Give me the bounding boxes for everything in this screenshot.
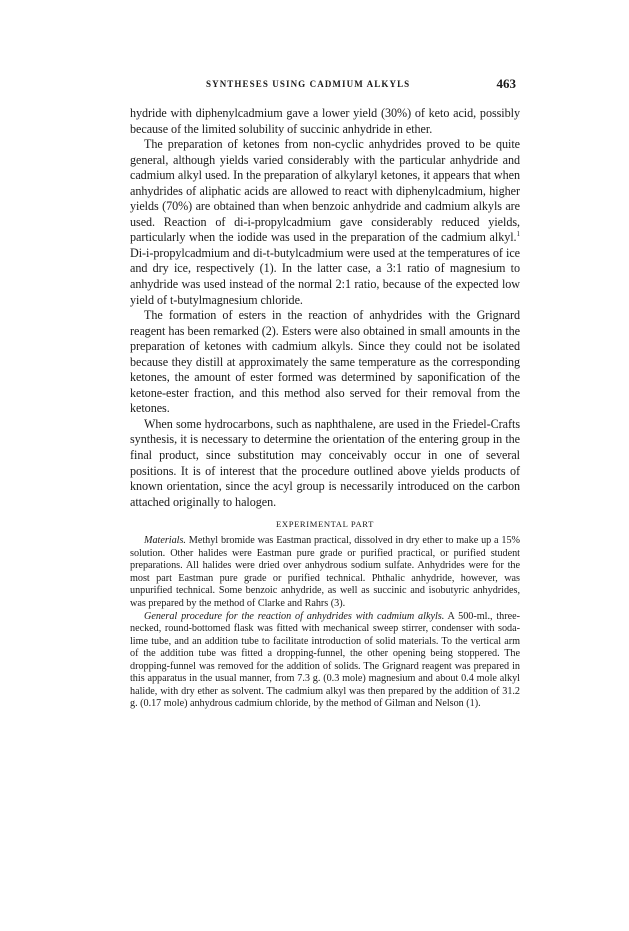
procedure-text: A 500-ml., three-necked, round-bottomed flask was fitted with mechanical sweep stirrer, condenser with soda-lime tube, and an addition tube to facilitate introduction of solid materials. To the vertical arm of the addition tube was fitted a dropping-funnel, the other opening being stoppered. The dropping-funnel was removed for the addition of solids. The Grignard reagent was prepared in this apparatus in the usual manner, from 7.3 g. (0.3 mole) magnesium and about 0.4 mole alkyl halide, with dry ether as solvent. The cadmium alkyl was then prepared by the addition of 31.2 g. (0.17 mole) anhydrous cadmium chloride, by the method of Gilman and Nelson (1). bbox=[130, 610, 520, 710]
materials-text: Methyl bromide was Eastman practical, dissolved in dry ether to make up a 15% solution. Other halides were Eastman pure grade or purified practical, or purified student preparations. All halides were dried over anhydrous sodium sulfate. Anhydrides were for the most part Eastman pure grade or purified technical. Phthalic anhydride, however, was unpurified technical. Some benzoic anhydride, as well as succinic and isobutyric anhydrides, was prepared by the method of Clarke and Rahrs (3). bbox=[130, 535, 520, 609]
procedure-label: General procedure for the reaction of anhydrides with cadmium alkyls. bbox=[144, 610, 445, 622]
footnote-marker: 1 bbox=[516, 230, 520, 239]
paragraph-orientation: When some hydrocarbons, such as naphthalene, are used in the Friedel-Crafts synthesis, it is necessary to determine the orientation of the entering group in the final product, since substitution may conceivably occur in one of several positions. It is of interest that the procedure outlined above yields products of known orientation, since the acyl group is necessarily introduced on the carbon attached originally to halogen. bbox=[130, 416, 520, 509]
experimental-section bbox=[130, 535, 520, 711]
paragraph-text: The preparation of ketones from non-cyclic anhydrides proved to be quite general, although yields varied considerably with the particular anhydride and cadmium alkyl used. In the preparation of alkylaryl ketones, it appears that when anhydrides of aliphatic acids are allowed to react with diphenylcadmium, higher yields (70%) are obtained than when benzoic anhydride and cadmium alkyls are used. Reaction of di-i-propylcadmium gave considerably reduced yields, particularly when the iodide was used in the preparation of the cadmium alkyl. bbox=[130, 137, 520, 245]
body-text bbox=[130, 106, 520, 711]
materials-paragraph bbox=[130, 535, 520, 610]
section-title: EXPERIMENTAL PART bbox=[276, 519, 374, 530]
running-title: SYNTHESES USING CADMIUM ALKYLS bbox=[206, 79, 411, 89]
paragraph-ketone-preparation bbox=[130, 137, 520, 308]
materials-label: Materials. bbox=[144, 535, 186, 547]
paragraph-text: Di-i-propylcadmium and di-t-butylcadmium were used at the temperatures of ice and dry ice, respectively (1). In the latter case, a 3:1 ratio of magnesium to anhydride was used instead of the normal 2:1 ratio, because of the expected low yield of t-butylmagnesium chloride. bbox=[130, 245, 520, 307]
paragraph-ester-formation: The formation of esters in the reaction of anhydrides with the Grignard reagent has been remarked (2). Esters were also obtained in small amounts in the preparation of ketones with cadmium alkyls. Since they could not be isolated because they distill at approximately the same temperature as the corresponding ketones, the amount of ester formed was determined by saponification of the ketone-ester fraction, and this method also served for their removal from the ketones. bbox=[130, 308, 520, 416]
page-header bbox=[130, 76, 522, 96]
paragraph-continuation: hydride with diphenylcadmium gave a lower yield (30%) of keto acid, possibly because of the limited solubility of succinic anhydride in ether. bbox=[130, 106, 520, 136]
page-number: 463 bbox=[496, 76, 516, 91]
procedure-paragraph bbox=[130, 611, 520, 711]
